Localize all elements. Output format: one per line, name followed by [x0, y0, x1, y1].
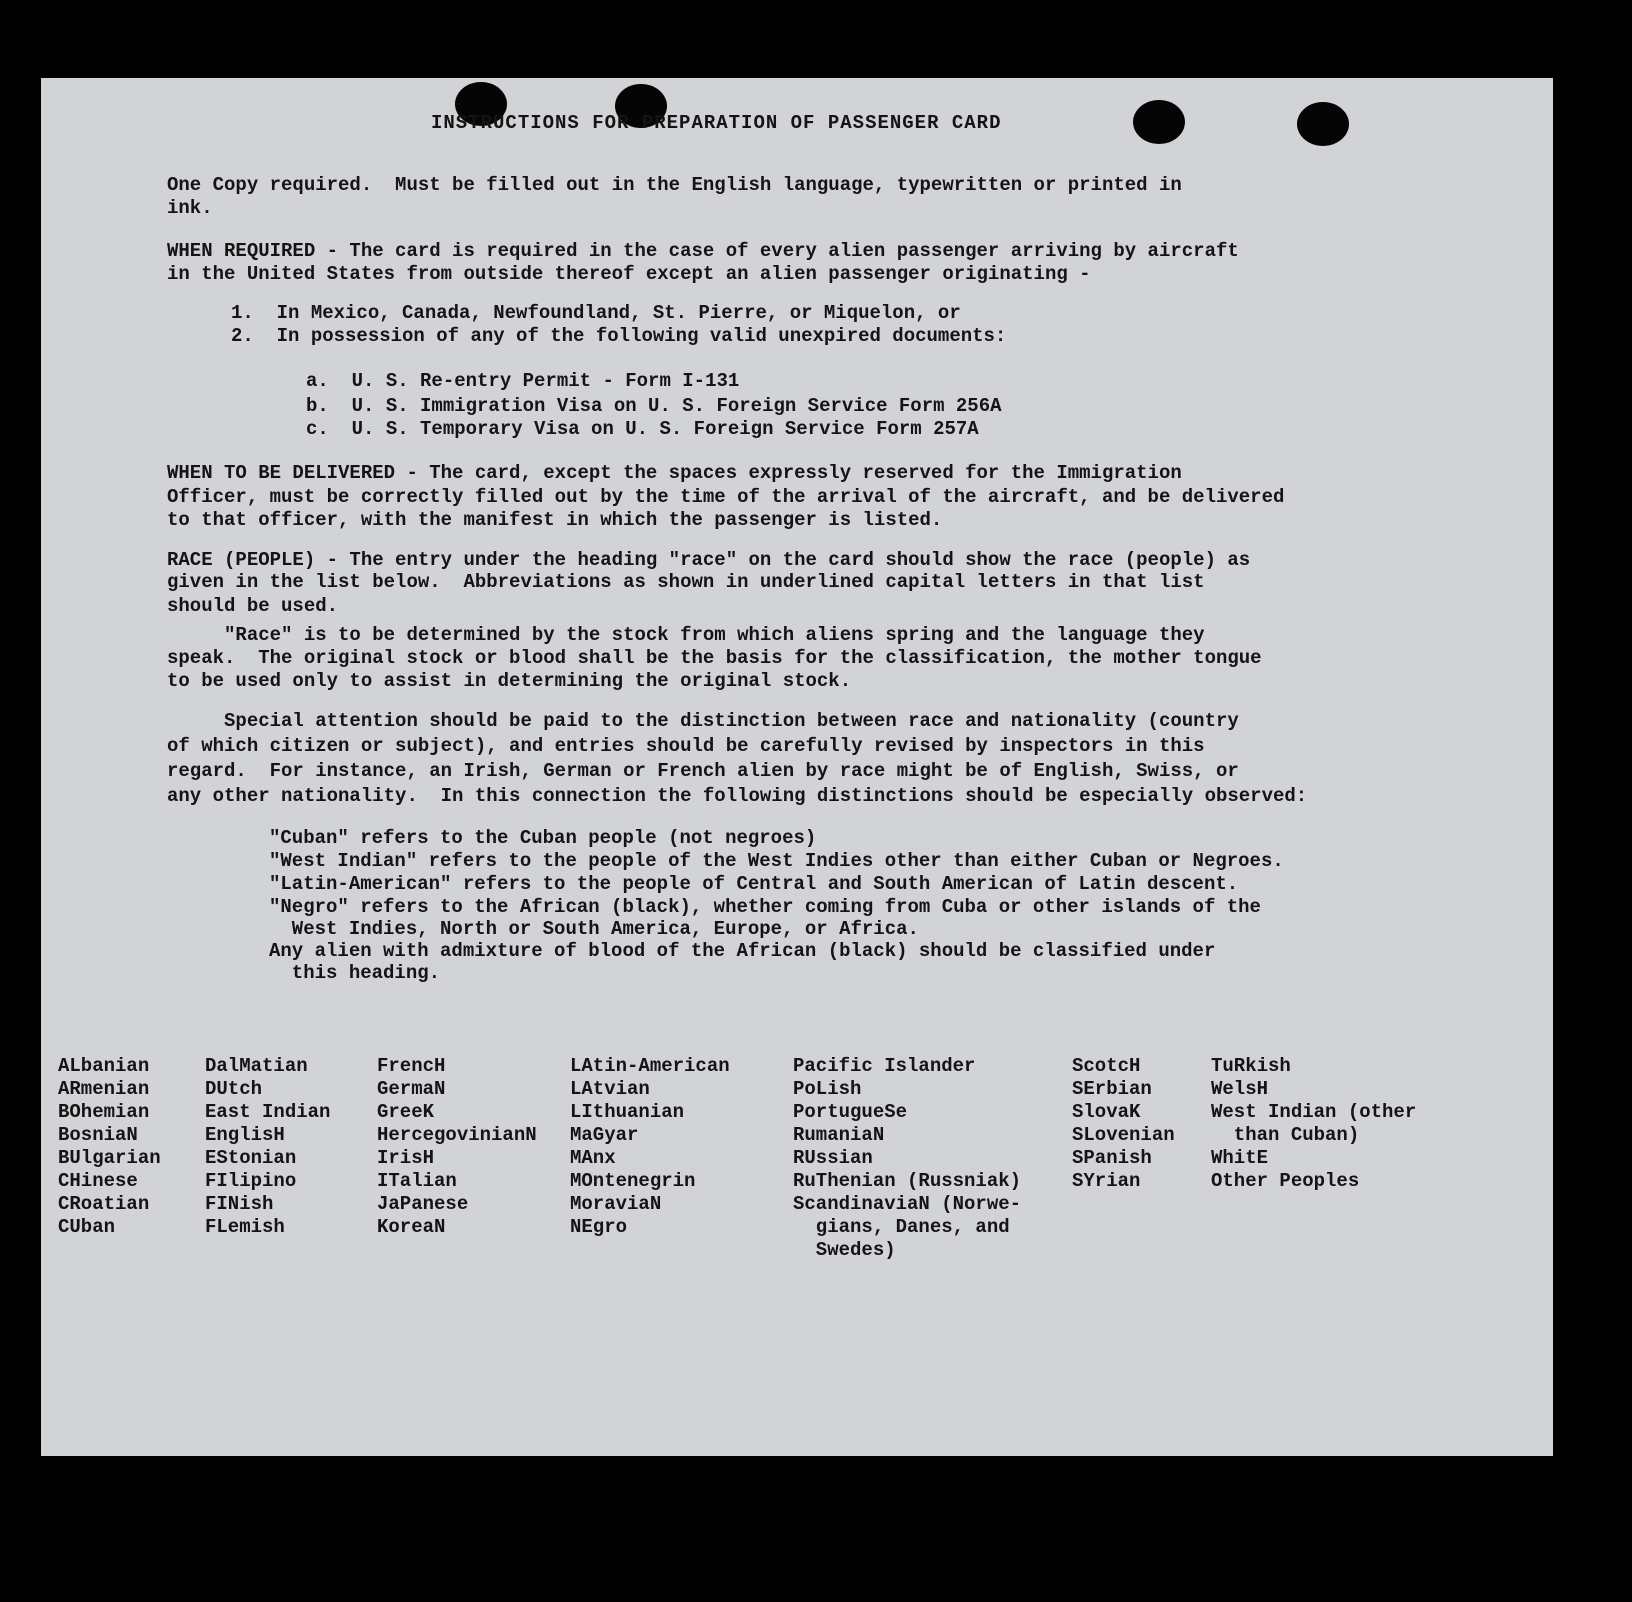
intro-line: ink. [167, 197, 213, 219]
race-entry: SLovenian [1072, 1124, 1175, 1146]
race-entry: DUtch [205, 1078, 263, 1100]
race-entry: FIlipino [205, 1170, 297, 1192]
race-entry: RuThenian (Russniak) [793, 1170, 1022, 1192]
race-entry: CRoatian [58, 1193, 150, 1215]
distinction-line: "Cuban" refers to the Cuban people (not negroes) [269, 827, 817, 849]
distinction-line: "Negro" refers to the African (black), whether coming from Cuba or other islands of the [269, 896, 1261, 918]
race-entry: BUlgarian [58, 1147, 161, 1169]
race-entry: MaGyar [570, 1124, 639, 1146]
race-entry: CUban [58, 1216, 116, 1238]
race-entry: DalMatian [205, 1055, 308, 1077]
document-item: a. U. S. Re-entry Permit - Form I-131 [306, 370, 740, 392]
race-list-column [570, 1055, 730, 1239]
document-item: c. U. S. Temporary Visa on U. S. Foreign Service Form 257A [306, 418, 979, 440]
punch-hole [1133, 100, 1185, 144]
special-attention-line: regard. For instance, an Irish, German or French alien by race might be of English, Swiss, or [167, 760, 1239, 782]
race-entry: Other Peoples [1211, 1170, 1360, 1192]
race-entry: NEgro [570, 1216, 628, 1238]
race-line: "Race" is to be determined by the stock from which aliens spring and the language they [167, 624, 1205, 646]
when-delivered-line: to that officer, with the manifest in which the passenger is listed. [167, 509, 943, 531]
race-entry: Pacific Islander [793, 1055, 976, 1077]
race-entry: WhitE [1211, 1147, 1269, 1169]
special-attention-line: of which citizen or subject), and entries should be carefully revised by inspectors in this [167, 735, 1205, 757]
race-entry: GermaN [377, 1078, 446, 1100]
race-entry: SErbian [1072, 1078, 1152, 1100]
race-entry: Swedes) [793, 1239, 896, 1261]
race-entry: FINish [205, 1193, 274, 1215]
special-attention-line: any other nationality. In this connection the following distinctions should be especially observed: [167, 785, 1308, 807]
race-entry: MAnx [570, 1147, 616, 1169]
race-entry: ITalian [377, 1170, 457, 1192]
race-entry: RumaniaN [793, 1124, 885, 1146]
race-entry: KoreaN [377, 1216, 446, 1238]
race-entry: ScotcH [1072, 1055, 1141, 1077]
race-list-column [205, 1055, 330, 1239]
race-entry: PoLish [793, 1078, 862, 1100]
race-entry: JaPanese [377, 1193, 469, 1215]
race-entry: GreeK [377, 1101, 435, 1123]
race-entry: ARmenian [58, 1078, 150, 1100]
when-required-line: WHEN REQUIRED - The card is required in the case of every alien passenger arriving by aircraft [167, 240, 1239, 262]
race-entry: ALbanian [58, 1055, 150, 1077]
when-required-line: in the United States from outside thereof except an alien passenger originating - [167, 263, 1091, 285]
race-entry: gians, Danes, and [793, 1216, 1010, 1238]
race-entry: LAtin-American [570, 1055, 730, 1077]
intro-line: One Copy required. Must be filled out in the English language, typewritten or printed in [167, 174, 1182, 196]
document-item: b. U. S. Immigration Visa on U. S. Foreign Service Form 256A [306, 395, 1002, 417]
race-line: RACE (PEOPLE) - The entry under the heading "race" on the card should show the race (people) as [167, 549, 1251, 571]
race-entry: BosniaN [58, 1124, 138, 1146]
passenger-card-instructions-page [41, 78, 1553, 1456]
when-delivered-line: WHEN TO BE DELIVERED - The card, except the spaces expressly reserved for the Immigration [167, 462, 1182, 484]
race-entry: LAtvian [570, 1078, 650, 1100]
race-list-column [377, 1055, 537, 1239]
race-entry: ScandinaviaN (Norwe- [793, 1193, 1022, 1215]
punch-hole [1297, 102, 1349, 146]
race-entry: SYrian [1072, 1170, 1141, 1192]
race-entry: FrencH [377, 1055, 446, 1077]
distinction-line: Any alien with admixture of blood of the African (black) should be classified under [269, 940, 1216, 962]
race-entry: LIthuanian [570, 1101, 685, 1123]
condition-item: 1. In Mexico, Canada, Newfoundland, St. Pierre, or Miquelon, or [231, 302, 961, 324]
race-entry: BOhemian [58, 1101, 150, 1123]
distinction-line: this heading. [269, 962, 441, 984]
race-entry: CHinese [58, 1170, 138, 1192]
race-list-column [793, 1055, 1021, 1262]
race-list-column [1211, 1055, 1416, 1193]
race-list-column [58, 1055, 161, 1239]
race-entry: PortugueSe [793, 1101, 908, 1123]
race-entry: IrisH [377, 1147, 435, 1169]
page-title: INSTRUCTIONS FOR PREPARATION OF PASSENGER CARD [431, 112, 1002, 134]
race-entry: HercegovinianN [377, 1124, 537, 1146]
race-line: should be used. [167, 595, 339, 617]
race-line: to be used only to assist in determining the original stock. [167, 670, 852, 692]
race-entry: RUssian [793, 1147, 873, 1169]
race-line: speak. The original stock or blood shall be the basis for the classification, the mother tongue [167, 647, 1262, 669]
race-entry: MoraviaN [570, 1193, 662, 1215]
race-entry: TuRkish [1211, 1055, 1291, 1077]
distinction-line: "Latin-American" refers to the people of Central and South American of Latin descent. [269, 873, 1239, 895]
race-entry: EStonian [205, 1147, 297, 1169]
special-attention-line: Special attention should be paid to the distinction between race and nationality (country [167, 710, 1239, 732]
race-entry: SPanish [1072, 1147, 1152, 1169]
distinction-line: "West Indian" refers to the people of the West Indies other than either Cuban or Negroes. [269, 850, 1284, 872]
race-entry: WelsH [1211, 1078, 1269, 1100]
distinction-line: West Indies, North or South America, Europe, or Africa. [269, 918, 919, 940]
when-delivered-line: Officer, must be correctly filled out by the time of the arrival of the aircraft, and be delivered [167, 486, 1285, 508]
race-entry: SlovaK [1072, 1101, 1141, 1123]
race-list-column [1072, 1055, 1175, 1193]
race-entry: MOntenegrin [570, 1170, 696, 1192]
race-entry: FLemish [205, 1216, 285, 1238]
race-entry: than Cuban) [1211, 1124, 1360, 1146]
race-entry: West Indian (other [1211, 1101, 1417, 1123]
race-entry: EnglisH [205, 1124, 285, 1146]
race-entry: East Indian [205, 1101, 331, 1123]
condition-item: 2. In possession of any of the following valid unexpired documents: [231, 325, 1007, 347]
race-line: given in the list below. Abbreviations as shown in underlined capital letters in that list [167, 571, 1205, 593]
